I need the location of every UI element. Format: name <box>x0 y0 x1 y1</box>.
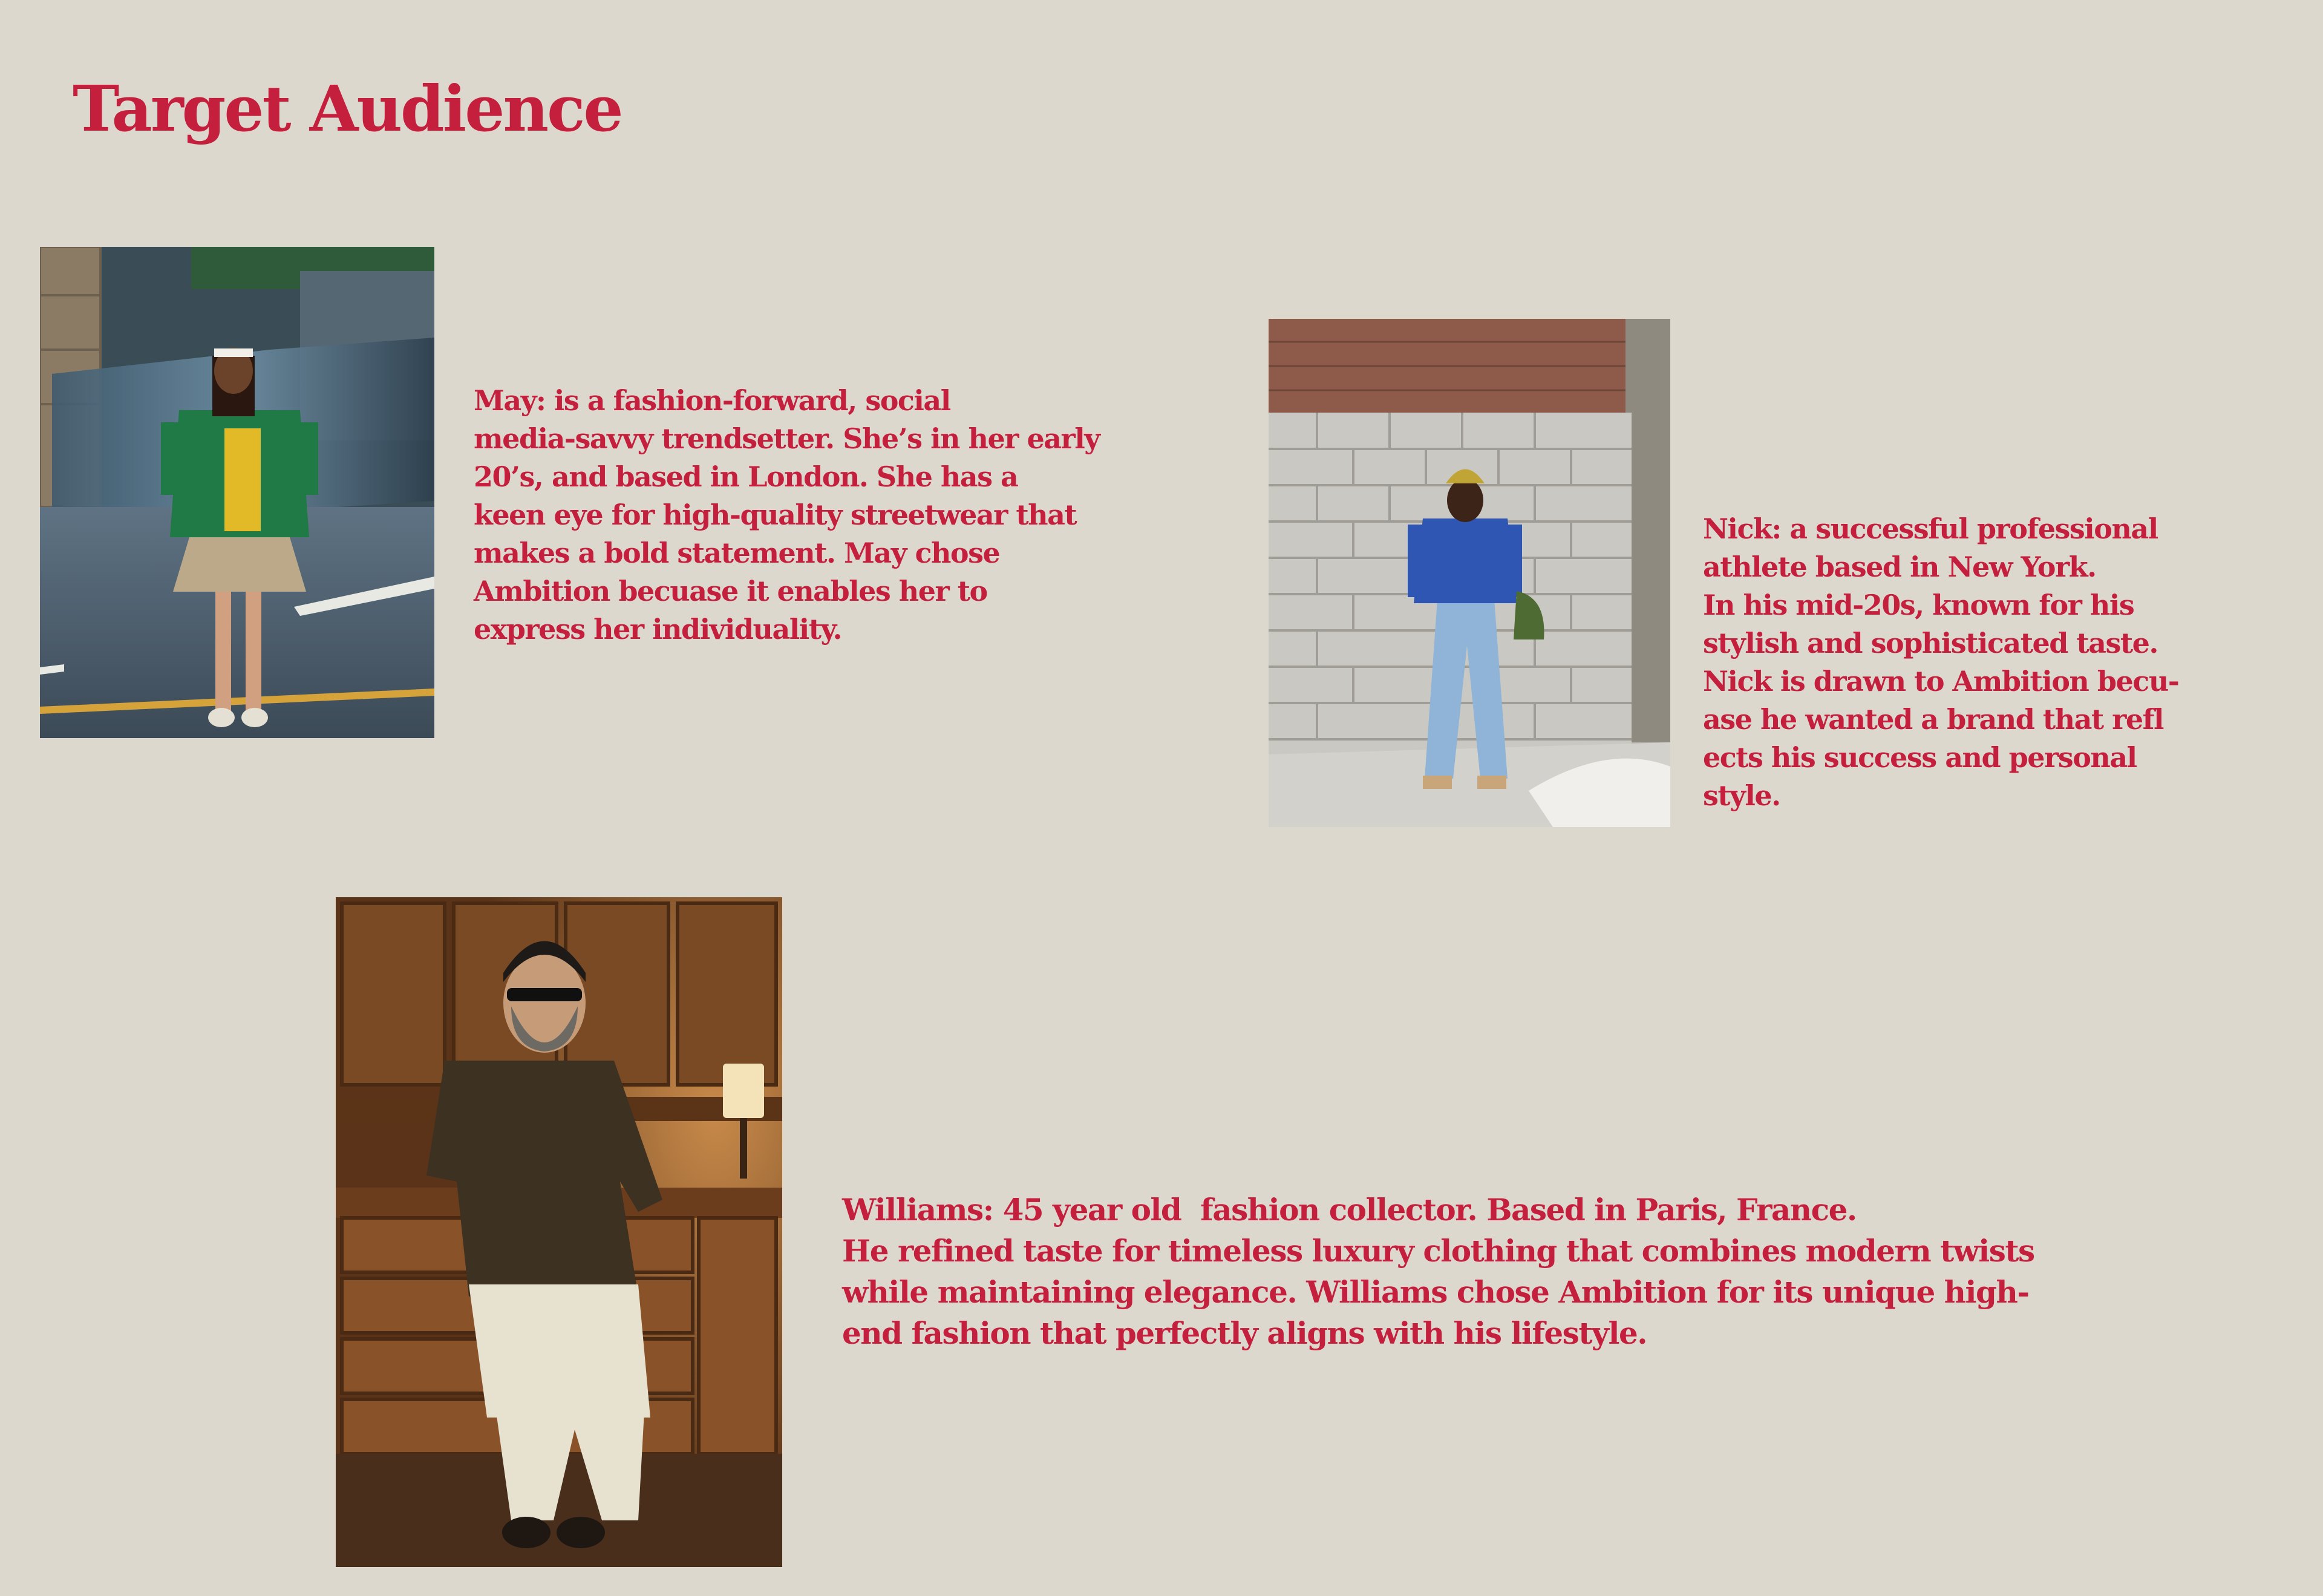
williams-bio-line: end fashion that perfectly aligns with his lifestyle. <box>842 1315 1647 1351</box>
williams-bio-line: He refined taste for timeless luxury clothing that combines modern twists <box>842 1233 2034 1269</box>
nick-bio-line: athlete based in New York. <box>1703 551 2096 583</box>
nick-bio-line: In his mid-20s, known for his <box>1703 589 2134 621</box>
page-title: Target Audience <box>73 71 622 146</box>
may-bio-line: makes a bold statement. May chose <box>474 537 1000 569</box>
may-photo <box>40 247 434 738</box>
nick-bio-line: Nick: a successful professional <box>1703 512 2158 545</box>
may-bio-line: keen eye for high-quality streetwear that <box>474 499 1077 531</box>
may-bio-line: May: is a fashion-forward, social <box>474 384 950 417</box>
nick-bio-line: Nick is drawn to Ambition becu- <box>1703 665 2179 698</box>
williams-bio-line: Williams: 45 year old fashion collector. Based in Paris, France. <box>842 1192 1857 1228</box>
nick-bio <box>1703 510 2178 815</box>
nick-photo <box>1269 319 1670 827</box>
nick-bio-line: ase he wanted a brand that refl <box>1703 703 2163 736</box>
may-bio-line: express her individuality. <box>474 613 841 646</box>
may-bio-line: Ambition becuase it enables her to <box>474 575 987 607</box>
williams-bio-line: while maintaining elegance. Williams chose Ambition for its unique high- <box>842 1274 2029 1310</box>
may-bio-line: 20’s, and based in London. She has a <box>474 460 1018 493</box>
williams-photo <box>336 897 782 1567</box>
williams-bio <box>842 1189 2034 1354</box>
may-bio-line: media-savvy trendsetter. She’s in her early <box>474 422 1100 455</box>
nick-bio-line: style. <box>1703 779 1780 812</box>
nick-bio-line: ects his success and personal <box>1703 741 2137 774</box>
nick-bio-line: stylish and sophisticated taste. <box>1703 627 2158 659</box>
may-bio <box>474 382 1099 649</box>
